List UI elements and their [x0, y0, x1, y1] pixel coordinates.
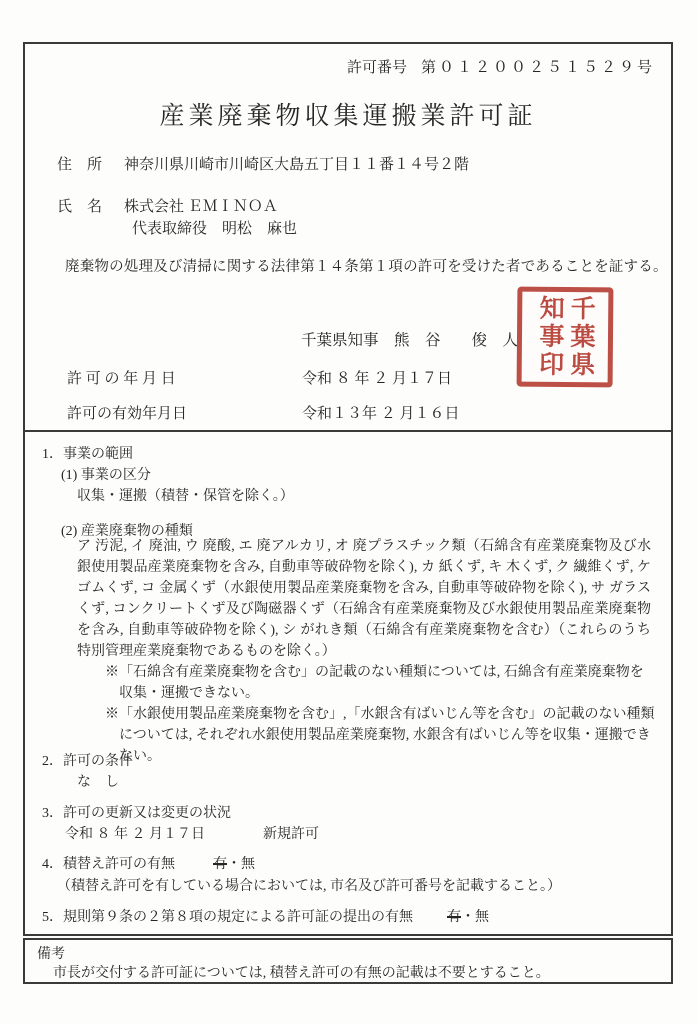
address-row [57, 153, 469, 174]
section2-body: な し [77, 775, 119, 790]
permit-date-value: 令和 ８ 年 ２ 月１７日 [302, 371, 453, 387]
renewal-date: 令和 ８ 年 ２ 月１７日 [65, 827, 205, 842]
asbestos-note: ※「石綿含有産業廃棄物を含む」の記載のない種類については, 石綿含有産業廃棄物を収集・運搬できない。 [105, 665, 644, 701]
submission-yes: 有 [447, 910, 461, 925]
seal-text-left: 知事印 [535, 294, 564, 379]
remarks-body: 市長が交付する許可証については, 積替え許可の有無の記載は不要とすること。 [53, 966, 550, 981]
address-label: 住 所 [57, 157, 103, 173]
document-title: 産業廃棄物収集運搬業許可証 [159, 103, 537, 130]
transfer-permit-yes: 有 [213, 857, 227, 872]
certification-statement: 廃棄物の処理及び清掃に関する法律第１４条第１項の許可を受けた者であることを証する。 [65, 259, 668, 275]
name-label: 氏 名 [57, 199, 103, 215]
section3-row [65, 823, 319, 843]
waste-types-paragraph: ア 汚泥, イ 廃油, ウ 廃酸, エ 廃アルカリ, オ 廃プラスチック類（石綿含有産業廃棄物及び水銀使用製品産業廃棄物を含み, 自動車等破砕物を除く), カ 紙くず, キ 木くず, ク 繊維くず, ケ ゴムくず, コ 金属くず（水銀使用製品産業廃棄物を含み, 自動車等破砕物を除く), サ ガラスくず, コンクリートくず及び陶磁器くず（石綿含有産業廃棄物及び水銀使用製品産業廃棄物を含み, 自動車等破砕物を除く), シ がれき類（石綿含有産業廃棄物を含む）（これらのうち特別管理産業廃棄物であるものを除く。） [77, 539, 651, 659]
section5-heading [42, 906, 489, 926]
expiry-date-value: 令和１３年 ２ 月１６日 [302, 406, 460, 422]
permit-number-value: 第０１２００２５１５２９号 [420, 60, 655, 76]
section2-heading: 2．許可の条件 [42, 754, 133, 769]
permit-date-label: 許 可 の 年 月 日 [67, 371, 176, 387]
submission-separator: ・ [461, 910, 475, 925]
section1-2-heading: (2) 産業廃棄物の種類 [61, 524, 193, 539]
renewal-status: 新規許可 [263, 827, 319, 842]
submission-no: 無 [475, 910, 489, 925]
transfer-permit-no: 無 [241, 857, 255, 872]
mercury-note: ※「水銀使用製品産業廃棄物を含む」,「水銀含有ばいじん等を含む」の記載のない種類については, それぞれ水銀使用製品産業廃棄物, 水銀含有ばいじん等を収集・運搬できない。 [105, 707, 655, 764]
section1-heading: 1．事業の範囲 [42, 447, 133, 462]
permit-main-box [23, 42, 673, 936]
section4-heading [42, 853, 255, 873]
section-divider [23, 430, 673, 432]
remarks-label: 備考 [37, 947, 65, 962]
permit-number-label: 許可番号 [346, 60, 407, 76]
section4-label: 4．積替え許可の有無 [42, 857, 175, 872]
remarks-box [23, 938, 673, 984]
section3-heading: 3．許可の更新又は変更の状況 [42, 806, 231, 821]
company-name: 株式会社 ＥＭＩＮＯＡ [124, 199, 278, 215]
representative-name: 代表取締役 明松 麻也 [132, 221, 298, 237]
section1-1-heading: (1) 事業の区分 [61, 468, 151, 483]
section1-1-body: 収集・運搬（積替・保管を除く。） [77, 489, 294, 504]
section4-note: （積替え許可を有している場合においては, 市名及び許可番号を記載すること。） [57, 879, 561, 894]
transfer-permit-separator: ・ [227, 857, 241, 872]
issuer-governor-name: 千葉県知事 熊 谷 俊 人 [301, 332, 519, 349]
expiry-date-label: 許可の有効年月日 [67, 406, 188, 422]
governor-seal-stamp-icon [517, 287, 614, 388]
name-row [57, 195, 278, 216]
address-value: 神奈川県川崎市川崎区大島五丁目１１番１４号２階 [124, 157, 470, 173]
section5-label: 5．規則第９条の２第８項の規定による許可証の提出の有無 [42, 910, 413, 925]
permit-number-line [347, 56, 655, 77]
seal-text-right: 千葉県 [566, 295, 595, 380]
